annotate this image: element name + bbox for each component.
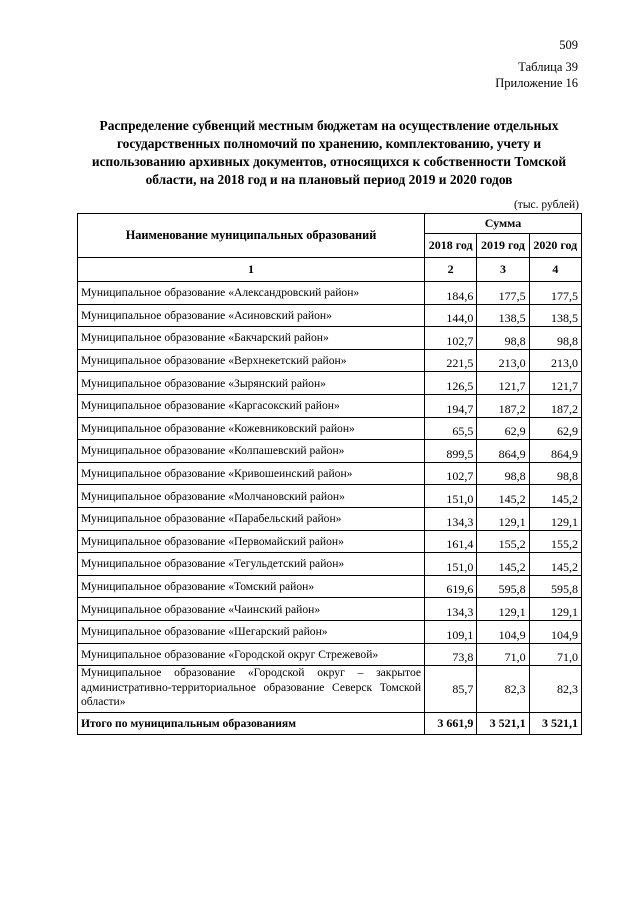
total-2018: 3 661,9 (425, 713, 477, 735)
value-2019: 145,2 (477, 485, 529, 508)
table-row (78, 462, 582, 485)
column-header-sum: Сумма (425, 214, 582, 234)
value-2018: 134,3 (425, 507, 477, 530)
value-2018: 899,5 (425, 440, 477, 463)
value-2019: 155,2 (477, 530, 529, 553)
municipality-name: Муниципальное образование «Городской округ Стрежевой» (78, 643, 425, 666)
value-2020: 187,2 (529, 394, 581, 417)
table-row (78, 394, 582, 417)
municipality-name: Муниципальное образование «Асиновский район» (78, 304, 425, 327)
total-row (78, 713, 582, 735)
value-2020: 71,0 (529, 643, 581, 666)
municipality-name: Муниципальное образование «Александровский район» (78, 282, 425, 305)
value-2018: 73,8 (425, 643, 477, 666)
value-2019: 98,8 (477, 327, 529, 350)
value-2018: 85,7 (425, 666, 477, 713)
value-2019: 129,1 (477, 507, 529, 530)
value-2018: 161,4 (425, 530, 477, 553)
table-row (78, 485, 582, 508)
column-index: 3 (477, 258, 529, 282)
value-2020: 145,2 (529, 553, 581, 576)
page-number: 509 (559, 38, 578, 52)
value-2018: 65,5 (425, 417, 477, 440)
value-2020: 595,8 (529, 575, 581, 598)
value-2020: 121,7 (529, 372, 581, 395)
municipality-name: Муниципальное образование «Молчановский район» (78, 485, 425, 508)
value-2019: 121,7 (477, 372, 529, 395)
table-row (78, 575, 582, 598)
value-2018: 109,1 (425, 620, 477, 643)
value-2018: 151,0 (425, 553, 477, 576)
value-2019: 595,8 (477, 575, 529, 598)
municipality-name: Муниципальное образование «Колпашевский район» (78, 440, 425, 463)
table-row (78, 349, 582, 372)
table-row (78, 620, 582, 643)
value-2019: 145,2 (477, 553, 529, 576)
table-row (78, 598, 582, 621)
value-2019: 129,1 (477, 598, 529, 621)
column-index: 2 (425, 258, 477, 282)
table-row (78, 327, 582, 350)
municipality-name: Муниципальное образование «Тегульдетский район» (78, 553, 425, 576)
table-row (78, 530, 582, 553)
total-label: Итого по муниципальным образованиям (78, 713, 425, 735)
value-2018: 134,3 (425, 598, 477, 621)
value-2020: 138,5 (529, 304, 581, 327)
value-2020: 129,1 (529, 507, 581, 530)
table-row (78, 282, 582, 305)
value-2019: 138,5 (477, 304, 529, 327)
municipality-name: Муниципальное образование «Кожевниковский район» (78, 417, 425, 440)
value-2019: 187,2 (477, 394, 529, 417)
table-row (78, 507, 582, 530)
value-2018: 144,0 (425, 304, 477, 327)
value-2019: 98,8 (477, 462, 529, 485)
value-2020: 129,1 (529, 598, 581, 621)
value-2020: 62,9 (529, 417, 581, 440)
municipality-name: Муниципальное образование «Зырянский район» (78, 372, 425, 395)
municipality-name: Муниципальное образование «Чаинский район» (78, 598, 425, 621)
value-2019: 864,9 (477, 440, 529, 463)
appendix-label: Приложение 16 (495, 76, 578, 90)
value-2019: 104,9 (477, 620, 529, 643)
value-2020: 155,2 (529, 530, 581, 553)
value-2019: 71,0 (477, 643, 529, 666)
municipality-name: Муниципальное образование «Кривошеинский район» (78, 462, 425, 485)
units-label: (тыс. рублей) (513, 199, 579, 211)
value-2018: 619,6 (425, 575, 477, 598)
table-row (78, 372, 582, 395)
municipality-name: Муниципальное образование «Парабельский район» (78, 507, 425, 530)
value-2020: 864,9 (529, 440, 581, 463)
value-2020: 213,0 (529, 349, 581, 372)
value-2020: 98,8 (529, 327, 581, 350)
table-row (78, 304, 582, 327)
value-2019: 177,5 (477, 282, 529, 305)
value-2018: 102,7 (425, 462, 477, 485)
table-row (78, 417, 582, 440)
table-row (78, 553, 582, 576)
column-index: 4 (529, 258, 581, 282)
value-2019: 213,0 (477, 349, 529, 372)
column-header-name: Наименование муниципальных образований (78, 214, 425, 258)
value-2019: 82,3 (477, 666, 529, 713)
table-number: Таблица 39 (518, 60, 578, 74)
table-body (78, 282, 582, 735)
municipality-name: Муниципальное образование «Шегарский район» (78, 620, 425, 643)
table-row (78, 643, 582, 666)
municipality-name: Муниципальное образование «Каргасокский район» (78, 394, 425, 417)
value-2018: 151,0 (425, 485, 477, 508)
municipality-name: Муниципальное образование «Верхнекетский район» (78, 349, 425, 372)
table-row (78, 666, 582, 713)
municipality-name: Муниципальное образование «Томский район» (78, 575, 425, 598)
value-2020: 177,5 (529, 282, 581, 305)
subventions-table (77, 213, 582, 735)
table-row (78, 440, 582, 463)
total-2020: 3 521,1 (529, 713, 581, 735)
column-index: 1 (78, 258, 425, 282)
value-2018: 102,7 (425, 327, 477, 350)
value-2020: 82,3 (529, 666, 581, 713)
document-title: Распределение субвенций местным бюджетам на осуществление отдельных государственных полномочий по хранению, комплектованию, учету и использованию архивных документов, относящихся к собственности Томской области, на 2018 год и на плановый период 2019 и 2020 годов (91, 118, 567, 187)
value-2018: 221,5 (425, 349, 477, 372)
municipality-name: Муниципальное образование «Бакчарский район» (78, 327, 425, 350)
column-header-2020: 2020 год (529, 234, 581, 258)
column-header-2018: 2018 год (425, 234, 477, 258)
value-2020: 145,2 (529, 485, 581, 508)
value-2019: 62,9 (477, 417, 529, 440)
value-2020: 98,8 (529, 462, 581, 485)
column-header-2019: 2019 год (477, 234, 529, 258)
value-2020: 104,9 (529, 620, 581, 643)
value-2018: 194,7 (425, 394, 477, 417)
municipality-name: Муниципальное образование «Городской округ – закрытое административно-территориальное образование Северск Томской области» (78, 666, 425, 713)
value-2018: 126,5 (425, 372, 477, 395)
value-2018: 184,6 (425, 282, 477, 305)
total-2019: 3 521,1 (477, 713, 529, 735)
municipality-name: Муниципальное образование «Первомайский район» (78, 530, 425, 553)
